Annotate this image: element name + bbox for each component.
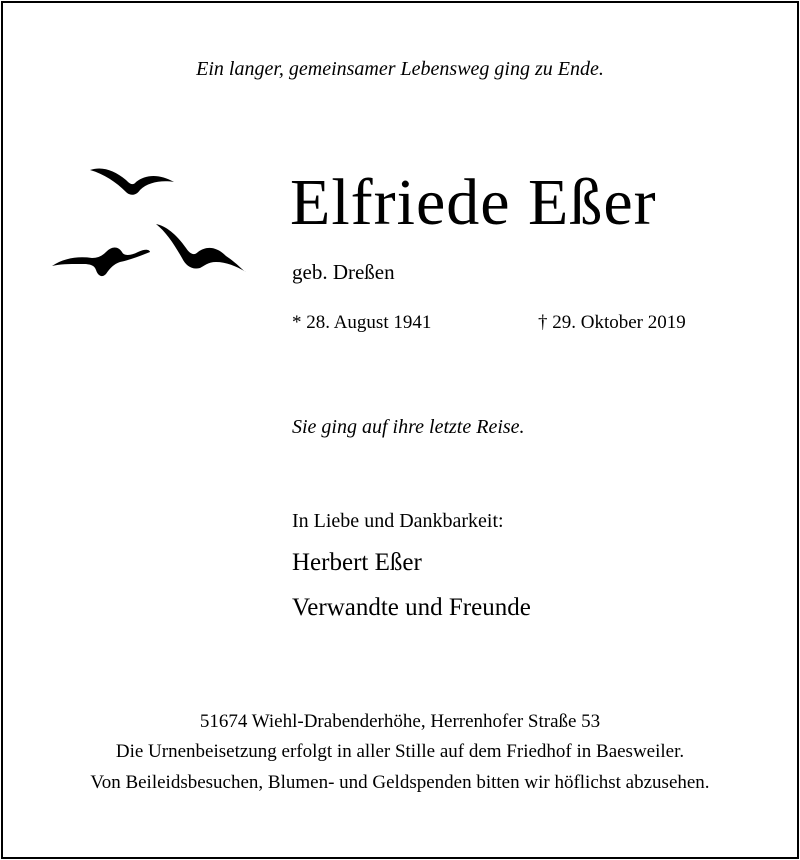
deceased-name: Elfriede Eßer	[290, 166, 657, 239]
burial-info: Die Urnenbeisetzung erfolgt in aller Stille auf dem Friedhof in Baesweiler.	[115, 741, 685, 762]
intro-line: Ein langer, gemeinsamer Lebensweg ging zu Ende.	[196, 58, 604, 80]
mourner-group: Verwandte und Freunde	[292, 594, 531, 621]
mourner-name: Herbert Eßer	[292, 549, 422, 576]
dedication: In Liebe und Dankbarkeit:	[292, 510, 504, 532]
flying-birds-icon	[50, 160, 250, 280]
address-line: 51674 Wiehl-Drabenderhöhe, Herrenhofer Straße 53	[199, 711, 601, 732]
birth-name: geb. Dreßen	[292, 260, 395, 284]
death-date: † 29. Oktober 2019	[538, 312, 686, 333]
birth-date: * 28. August 1941	[292, 312, 432, 333]
condolence-request: Von Beileidsbesuchen, Blumen- und Geldspenden bitten wir höflichst abzusehen.	[90, 772, 710, 793]
quote: Sie ging auf ihre letzte Reise.	[292, 416, 525, 438]
